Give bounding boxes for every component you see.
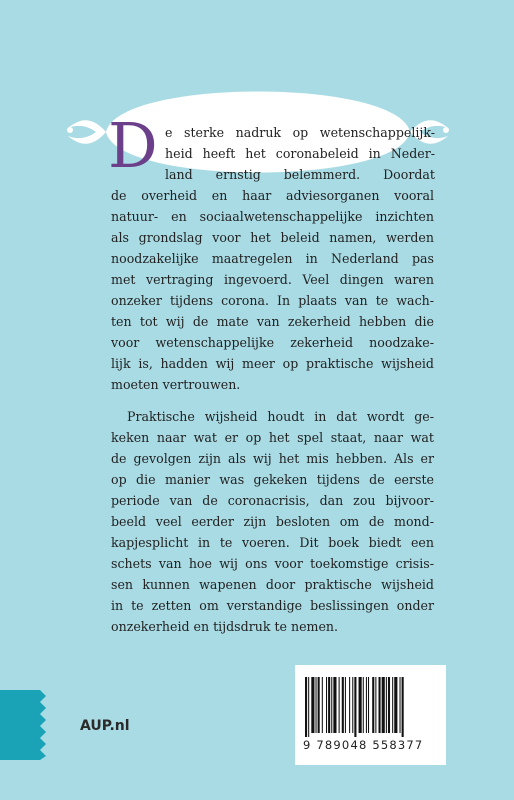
text-line: de gevolgen zijn als wij het mis hebben. Als er <box>111 451 434 466</box>
barcode-bar <box>308 677 309 737</box>
barcode-bar <box>394 677 397 733</box>
text-line: in te zetten om verstandige beslissingen onder <box>111 598 434 613</box>
text-line: met vertraging ingevoerd. Veel dingen waren <box>111 272 434 287</box>
barcode-bar <box>342 677 344 733</box>
text-line: onzekerheid en tijdsdruk te nemen. <box>111 619 339 634</box>
text-line: periode van de coronacrisis, dan zou bijvoor- <box>111 493 434 508</box>
barcode-bar <box>392 677 393 733</box>
barcode-bar <box>331 677 332 733</box>
edge-tab-decoration <box>0 690 48 760</box>
text-line: keken naar wat er op het spel staat, naar wat <box>111 430 434 445</box>
barcode-bar <box>375 677 376 733</box>
text-line: beeld veel eerder zijn besloten om de mond- <box>111 514 434 529</box>
barcode-bar <box>339 677 340 733</box>
barcode-bar <box>354 677 356 737</box>
barcode-bar <box>359 677 362 733</box>
text-line: sen kunnen wapenen door praktische wijsheid <box>111 577 434 592</box>
barcode-bar <box>305 677 307 737</box>
barcode-label <box>295 665 446 765</box>
paragraph-1 <box>111 185 434 395</box>
opening-lines <box>165 122 435 185</box>
barcode-bar <box>363 677 364 733</box>
barcode-bar <box>328 677 330 733</box>
isbn-digits: 9 789048 558377 <box>303 738 424 752</box>
text-line: lijk is, hadden wij meer op praktische wijsheid <box>111 356 434 371</box>
barcode-bar <box>311 677 314 733</box>
barcode-bar <box>333 677 336 733</box>
text-line: de overheid en haar adviesorganen vooral <box>111 188 434 203</box>
text-line: noodzakelijke maatregelen in Nederland pas <box>111 251 434 266</box>
barcode-bar <box>318 677 320 733</box>
text-line: op die manier was gekeken tijdens de eerste <box>111 472 434 487</box>
barcode-bar <box>368 677 369 733</box>
text-line: moeten vertrouwen. <box>111 377 241 392</box>
barcode-bar <box>326 677 327 733</box>
text-line: e sterke nadruk op wetenschappelijk- <box>165 125 435 140</box>
barcode-bar <box>400 677 401 733</box>
text-line: land ernstig belemmerd. Doordat <box>165 167 435 182</box>
isbn-barcode <box>303 677 438 737</box>
paragraph-2 <box>111 406 434 637</box>
text-line: ten tot wij de mate van zekerheid hebben die <box>111 314 434 329</box>
text-line: schets van hoe wij ons voor toekomstige crisis- <box>111 556 434 571</box>
text-line: heid heeft het coronabeleid in Neder- <box>165 146 435 161</box>
text-line: als grondslag voor het beleid namen, werden <box>111 230 434 245</box>
text-line: voor wetenschappelijke zekerheid noodzake- <box>111 335 434 350</box>
barcode-bar <box>386 677 387 733</box>
barcode-bar <box>388 677 390 733</box>
drop-cap: D <box>108 109 158 182</box>
text-line: kapjesplicht in te voeren. Dit boek biedt een <box>111 535 434 550</box>
barcode-bar <box>345 677 346 733</box>
barcode-bar <box>379 677 381 733</box>
barcode-bar <box>349 677 350 733</box>
barcode-bar <box>402 677 404 737</box>
text-line: natuur- en sociaalwetenschappelijke inzichten <box>111 209 434 224</box>
text-line: Praktische wijsheid houdt in dat wordt ge- <box>127 409 434 424</box>
blurb-text <box>111 185 434 637</box>
barcode-bar <box>372 677 374 733</box>
barcode-bar <box>366 677 367 733</box>
barcode-bar <box>316 677 317 733</box>
publisher-logo: AUP.nl <box>80 718 130 734</box>
barcode-bar <box>382 677 385 733</box>
text-line: onzeker tijdens corona. In plaats van te wach- <box>111 293 434 308</box>
barcode-bar <box>322 677 323 733</box>
barcode-bar <box>352 677 353 733</box>
